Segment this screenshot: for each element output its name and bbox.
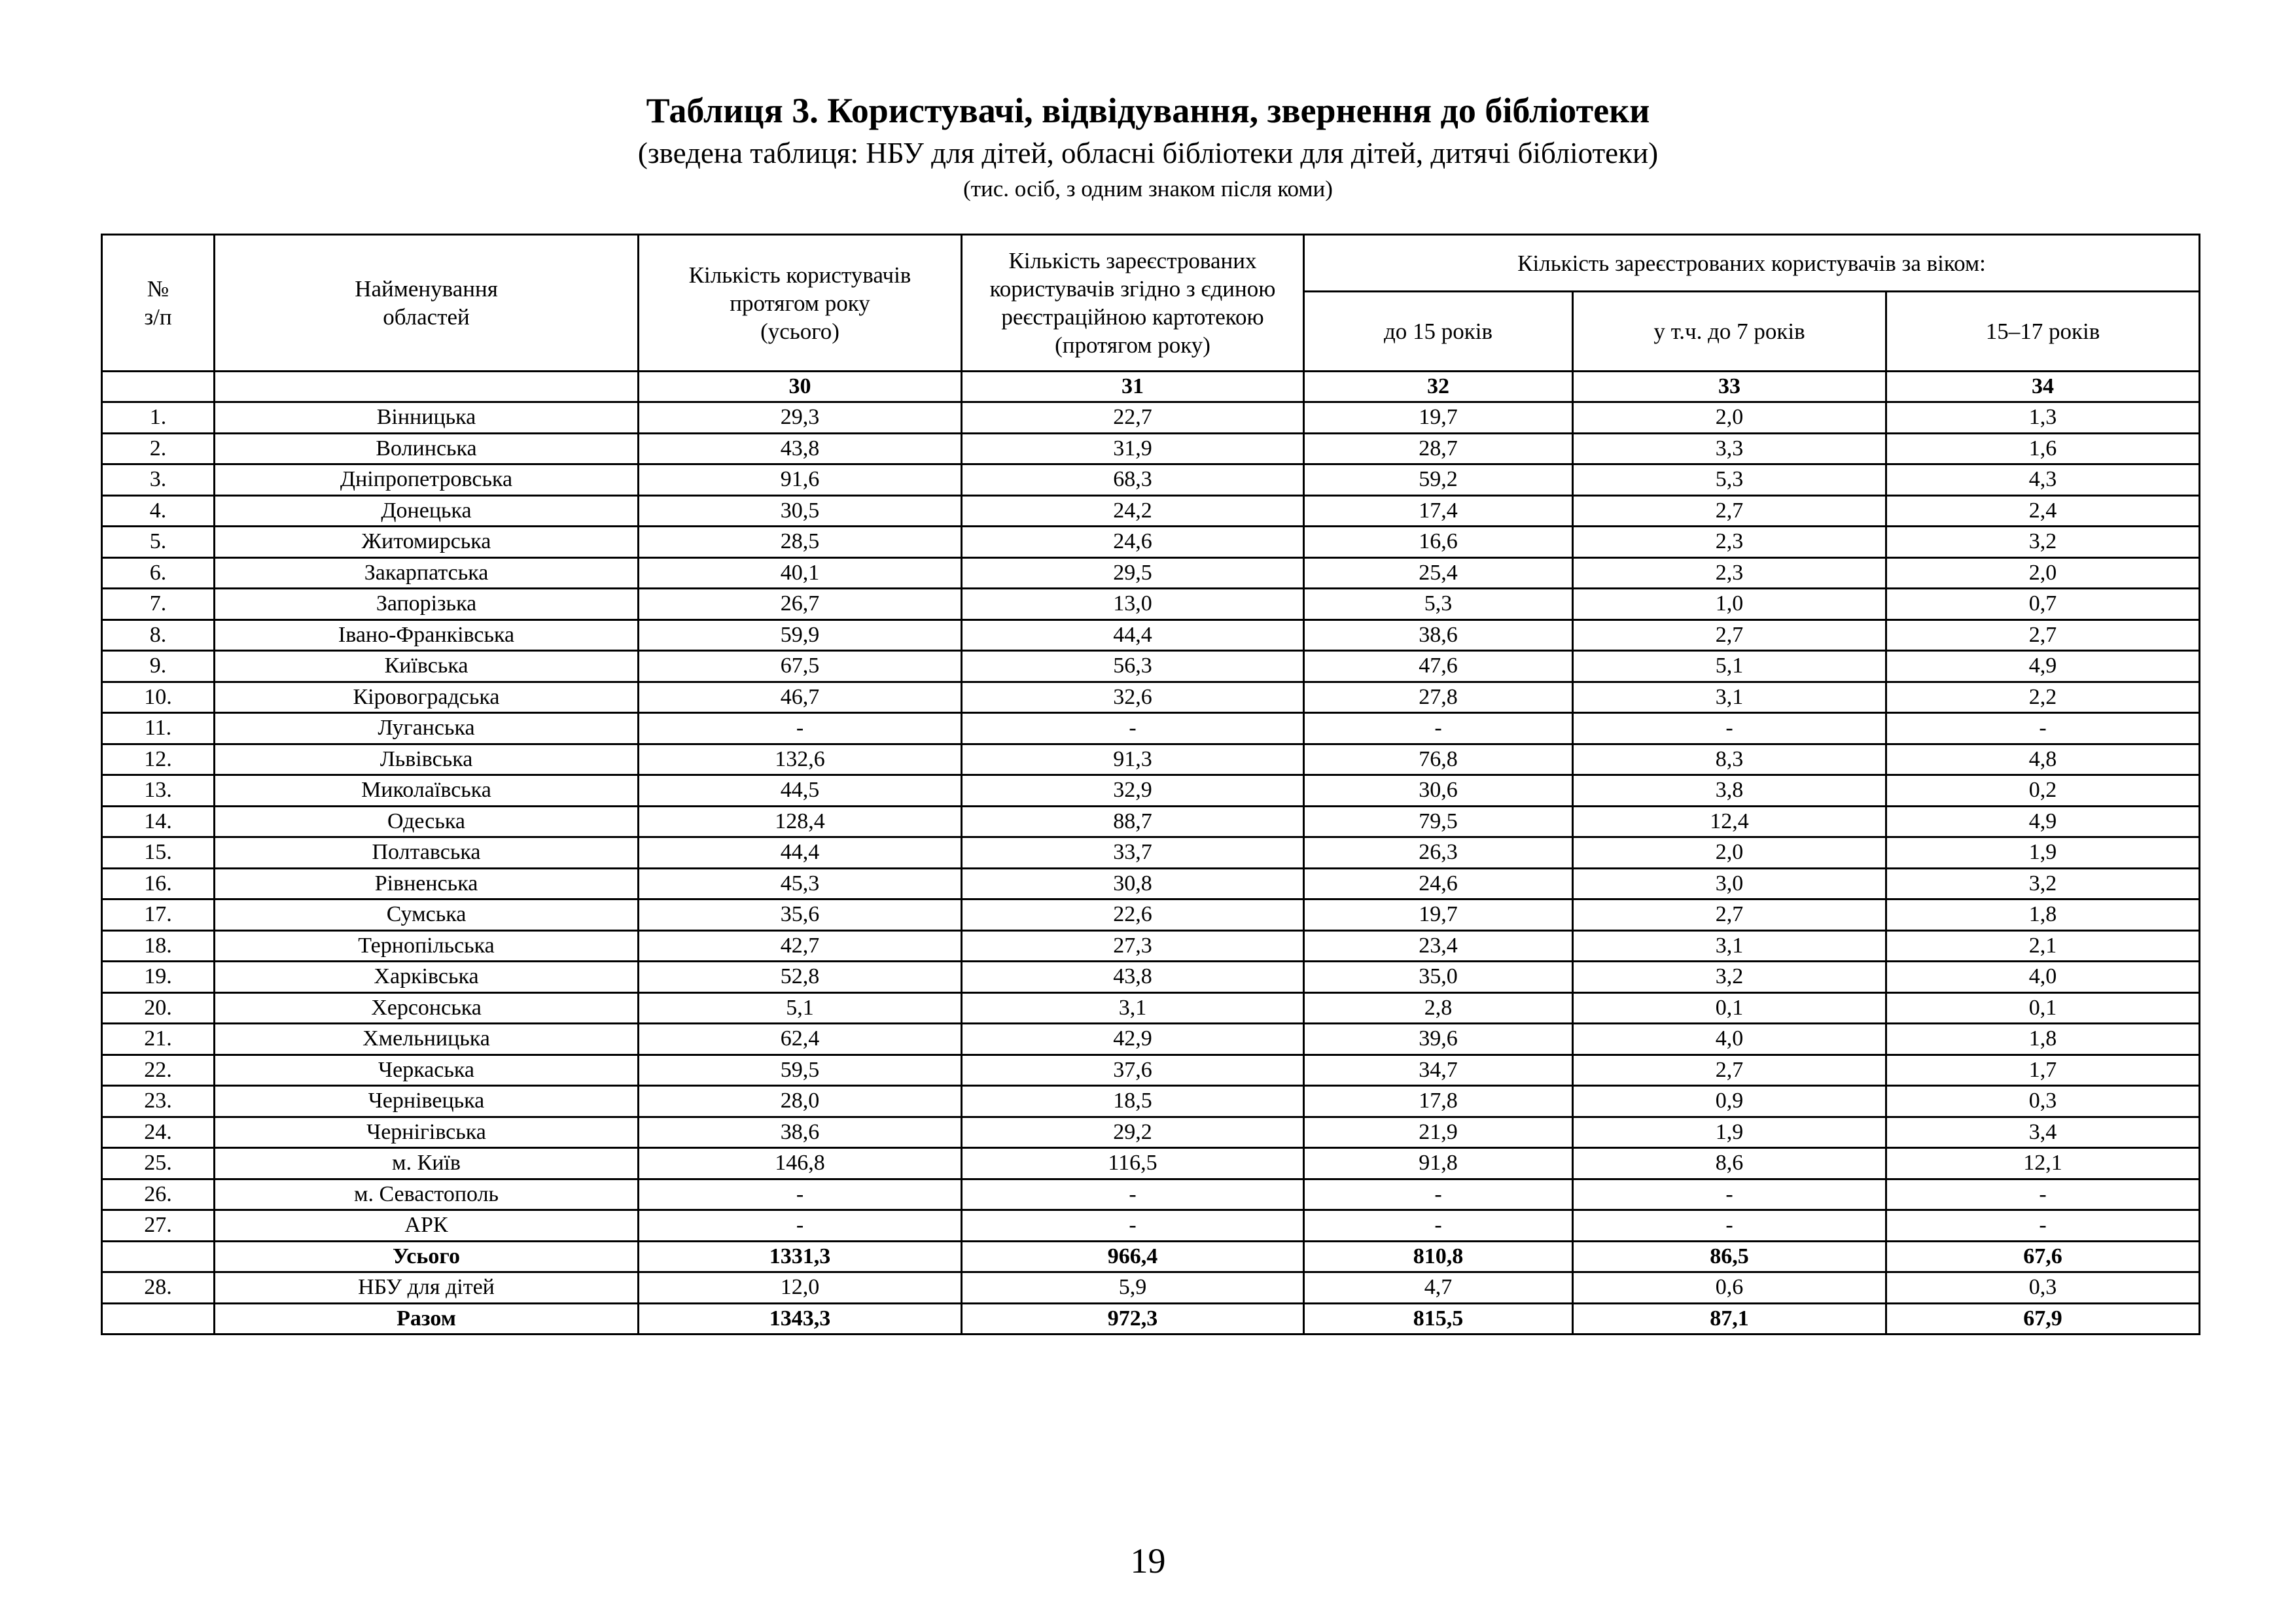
value-cell: - (1573, 1179, 1886, 1210)
value-cell: 40,1 (639, 557, 962, 589)
table-row (102, 402, 2200, 434)
region-name: Волинська (215, 433, 639, 464)
value-cell: 30,5 (639, 495, 962, 527)
value-cell: 2,7 (1573, 899, 1886, 931)
row-number: 16. (102, 868, 215, 899)
value-cell: 1343,3 (639, 1303, 962, 1335)
value-cell: 67,6 (1886, 1241, 2200, 1272)
value-cell: 76,8 (1304, 744, 1573, 775)
table-row (102, 806, 2200, 837)
column-numbers-row (102, 372, 2200, 402)
row-number (102, 1303, 215, 1335)
row-number: 12. (102, 744, 215, 775)
value-cell: 3,4 (1886, 1117, 2200, 1148)
value-cell: 4,3 (1886, 464, 2200, 496)
row-number: 25. (102, 1148, 215, 1179)
value-cell: 8,6 (1573, 1148, 1886, 1179)
value-cell: 3,1 (1573, 930, 1886, 962)
value-cell: - (1304, 713, 1573, 744)
value-cell: 27,3 (962, 930, 1304, 962)
region-name: Житомирська (215, 527, 639, 558)
value-cell: 2,3 (1573, 527, 1886, 558)
value-cell: 67,9 (1886, 1303, 2200, 1335)
region-name: Київська (215, 651, 639, 682)
value-cell: 43,8 (962, 962, 1304, 993)
value-cell: 33,7 (962, 837, 1304, 869)
page-number: 19 (1130, 1541, 1166, 1580)
table-row (102, 620, 2200, 651)
value-cell: 2,3 (1573, 557, 1886, 589)
row-number: 2. (102, 433, 215, 464)
value-cell: 966,4 (962, 1241, 1304, 1272)
region-name: АРК (215, 1210, 639, 1242)
region-name: Львівська (215, 744, 639, 775)
header-number (102, 235, 215, 372)
row-number: 21. (102, 1024, 215, 1055)
table-row (102, 713, 2200, 744)
value-cell: - (639, 713, 962, 744)
value-cell: 91,6 (639, 464, 962, 496)
row-number: 18. (102, 930, 215, 962)
value-cell: 88,7 (962, 806, 1304, 837)
value-cell: 59,9 (639, 620, 962, 651)
header-number-line2: з/п (144, 304, 172, 330)
value-cell: 4,9 (1886, 806, 2200, 837)
table-row (102, 433, 2200, 464)
row-number: 17. (102, 899, 215, 931)
table-row (102, 1210, 2200, 1242)
region-name: Донецька (215, 495, 639, 527)
region-name: Чернігівська (215, 1117, 639, 1148)
value-cell: 22,7 (962, 402, 1304, 434)
value-cell: 32,6 (962, 682, 1304, 713)
header-registered-line2: користувачів згідно з єдиною (989, 276, 1276, 302)
row-number: 20. (102, 992, 215, 1024)
value-cell: - (1886, 1179, 2200, 1210)
region-name: Усього (215, 1241, 639, 1272)
region-name: НБУ для дітей (215, 1272, 639, 1304)
value-cell: 972,3 (962, 1303, 1304, 1335)
value-cell: 0,2 (1886, 775, 2200, 807)
value-cell: 22,6 (962, 899, 1304, 931)
header-registered-users (962, 235, 1304, 372)
value-cell: 1,8 (1886, 899, 2200, 931)
value-cell: 28,5 (639, 527, 962, 558)
region-name: Луганська (215, 713, 639, 744)
value-cell: 12,4 (1573, 806, 1886, 837)
row-number: 8. (102, 620, 215, 651)
value-cell: 3,1 (1573, 682, 1886, 713)
value-cell: 59,2 (1304, 464, 1573, 496)
value-cell: 25,4 (1304, 557, 1573, 589)
region-name: Запорізька (215, 589, 639, 620)
value-cell: 19,7 (1304, 899, 1573, 931)
region-name: Закарпатська (215, 557, 639, 589)
value-cell: 21,9 (1304, 1117, 1573, 1148)
region-name: Миколаївська (215, 775, 639, 807)
row-number (102, 1241, 215, 1272)
value-cell: 0,1 (1886, 992, 2200, 1024)
header-under-15: до 15 років (1304, 292, 1573, 372)
table-row (102, 682, 2200, 713)
value-cell: 2,7 (1573, 495, 1886, 527)
value-cell: 46,7 (639, 682, 962, 713)
region-name: Черкаська (215, 1055, 639, 1086)
row-number: 10. (102, 682, 215, 713)
value-cell: 44,4 (639, 837, 962, 869)
header-users-line1: Кількість користувачів (688, 262, 911, 288)
value-cell: 86,5 (1573, 1241, 1886, 1272)
table-title: Таблиця 3. Користувачі, відвідування, звернення до бібліотеки (646, 91, 1650, 130)
value-cell: 19,7 (1304, 402, 1573, 434)
table-row (102, 651, 2200, 682)
table-row (102, 589, 2200, 620)
value-cell: 5,1 (639, 992, 962, 1024)
header-region-line1: Найменування (355, 276, 498, 302)
header-registered-line1: Кількість зареєстрованих (1008, 248, 1257, 273)
region-name: Хмельницька (215, 1024, 639, 1055)
value-cell: 3,0 (1573, 868, 1886, 899)
value-cell: - (962, 713, 1304, 744)
table-row (102, 744, 2200, 775)
value-cell: 31,9 (962, 433, 1304, 464)
table-subtitle: (зведена таблиця: НБУ для дітей, обласні бібліотеки для дітей, дитячі бібліотеки) (637, 137, 1659, 169)
value-cell: - (1304, 1210, 1573, 1242)
region-name: Сумська (215, 899, 639, 931)
table-row (102, 899, 2200, 931)
header-number-line1: № (147, 276, 169, 302)
value-cell: - (1573, 713, 1886, 744)
region-name: м. Севастополь (215, 1179, 639, 1210)
value-cell: 2,1 (1886, 930, 2200, 962)
row-number: 23. (102, 1086, 215, 1117)
value-cell: 2,4 (1886, 495, 2200, 527)
region-name: Тернопільська (215, 930, 639, 962)
value-cell: 59,5 (639, 1055, 962, 1086)
value-cell: 26,3 (1304, 837, 1573, 869)
value-cell: 68,3 (962, 464, 1304, 496)
value-cell: 8,3 (1573, 744, 1886, 775)
table-row (102, 837, 2200, 869)
value-cell: 1,3 (1886, 402, 2200, 434)
table-row (102, 1024, 2200, 1055)
row-number: 11. (102, 713, 215, 744)
row-number: 19. (102, 962, 215, 993)
value-cell: 0,3 (1886, 1086, 2200, 1117)
header-registered-line3: реєстраційною картотекою (1001, 304, 1264, 330)
value-cell: 4,9 (1886, 651, 2200, 682)
value-cell: 91,3 (962, 744, 1304, 775)
row-number: 6. (102, 557, 215, 589)
value-cell: 29,2 (962, 1117, 1304, 1148)
value-cell: 146,8 (639, 1148, 962, 1179)
value-cell: 29,3 (639, 402, 962, 434)
value-cell: 39,6 (1304, 1024, 1573, 1055)
row-number: 13. (102, 775, 215, 807)
value-cell: 3,3 (1573, 433, 1886, 464)
value-cell: 1,6 (1886, 433, 2200, 464)
value-cell: 4,7 (1304, 1272, 1573, 1304)
table-row (102, 868, 2200, 899)
row-number: 26. (102, 1179, 215, 1210)
row-number: 15. (102, 837, 215, 869)
region-name: Рівненська (215, 868, 639, 899)
value-cell: 2,2 (1886, 682, 2200, 713)
value-cell: 42,7 (639, 930, 962, 962)
value-cell: 23,4 (1304, 930, 1573, 962)
value-cell: 38,6 (639, 1117, 962, 1148)
value-cell: 91,8 (1304, 1148, 1573, 1179)
value-cell: 27,8 (1304, 682, 1573, 713)
value-cell: 32,9 (962, 775, 1304, 807)
value-cell: 128,4 (639, 806, 962, 837)
header-region-name (215, 235, 639, 372)
row-number: 28. (102, 1272, 215, 1304)
column-number: 31 (962, 372, 1304, 402)
region-name: Івано-Франківська (215, 620, 639, 651)
value-cell: 35,0 (1304, 962, 1573, 993)
value-cell: 0,7 (1886, 589, 2200, 620)
value-cell: 62,4 (639, 1024, 962, 1055)
value-cell: 17,4 (1304, 495, 1573, 527)
value-cell: 52,8 (639, 962, 962, 993)
row-number: 22. (102, 1055, 215, 1086)
value-cell: 2,7 (1573, 620, 1886, 651)
value-cell: 0,9 (1573, 1086, 1886, 1117)
row-number: 3. (102, 464, 215, 496)
value-cell: 3,1 (962, 992, 1304, 1024)
value-cell: 2,0 (1886, 557, 2200, 589)
value-cell: 5,3 (1304, 589, 1573, 620)
value-cell: - (639, 1179, 962, 1210)
column-number: 34 (1886, 372, 2200, 402)
value-cell: 815,5 (1304, 1303, 1573, 1335)
value-cell: 42,9 (962, 1024, 1304, 1055)
value-cell: 67,5 (639, 651, 962, 682)
region-name: Одеська (215, 806, 639, 837)
table-row (102, 1117, 2200, 1148)
table-row (102, 930, 2200, 962)
library-users-table (101, 234, 2200, 1335)
table-row (102, 1086, 2200, 1117)
column-number: 30 (639, 372, 962, 402)
value-cell: 38,6 (1304, 620, 1573, 651)
value-cell: 2,0 (1573, 837, 1886, 869)
value-cell: 1,7 (1886, 1055, 2200, 1086)
value-cell: 26,7 (639, 589, 962, 620)
value-cell: 2,7 (1573, 1055, 1886, 1086)
value-cell: 1,0 (1573, 589, 1886, 620)
header-registered-line4: (протягом року) (1055, 332, 1210, 358)
value-cell: 2,0 (1573, 402, 1886, 434)
header-under-7: у т.ч. до 7 років (1573, 292, 1886, 372)
value-cell: 3,8 (1573, 775, 1886, 807)
value-cell: - (1304, 1179, 1573, 1210)
table-row (102, 992, 2200, 1024)
region-name: Разом (215, 1303, 639, 1335)
region-name: Чернівецька (215, 1086, 639, 1117)
table-row (102, 557, 2200, 589)
value-cell: 28,0 (639, 1086, 962, 1117)
value-cell: 17,8 (1304, 1086, 1573, 1117)
column-number: 32 (1304, 372, 1573, 402)
value-cell: 35,6 (639, 899, 962, 931)
value-cell: 34,7 (1304, 1055, 1573, 1086)
value-cell: 24,6 (1304, 868, 1573, 899)
value-cell: 0,6 (1573, 1272, 1886, 1304)
header-users-line3: (усього) (760, 318, 839, 344)
value-cell: 56,3 (962, 651, 1304, 682)
value-cell: 30,8 (962, 868, 1304, 899)
table-units-note: (тис. осіб, з одним знаком після коми) (963, 176, 1333, 201)
header-region-line2: областей (383, 304, 470, 330)
table-row (102, 527, 2200, 558)
region-name: Харківська (215, 962, 639, 993)
value-cell: 29,5 (962, 557, 1304, 589)
value-cell: 4,8 (1886, 744, 2200, 775)
value-cell: 2,7 (1886, 620, 2200, 651)
value-cell: 28,7 (1304, 433, 1573, 464)
region-name: м. Київ (215, 1148, 639, 1179)
value-cell: 4,0 (1886, 962, 2200, 993)
value-cell: 24,2 (962, 495, 1304, 527)
value-cell: 5,3 (1573, 464, 1886, 496)
value-cell: 16,6 (1304, 527, 1573, 558)
table-row (102, 1179, 2200, 1210)
row-number: 7. (102, 589, 215, 620)
value-cell: 2,8 (1304, 992, 1573, 1024)
value-cell: 1,9 (1573, 1117, 1886, 1148)
value-cell: 30,6 (1304, 775, 1573, 807)
value-cell: 5,9 (962, 1272, 1304, 1304)
value-cell: 44,5 (639, 775, 962, 807)
table-row (102, 464, 2200, 496)
value-cell: 1,9 (1886, 837, 2200, 869)
value-cell: - (962, 1179, 1304, 1210)
value-cell: 13,0 (962, 589, 1304, 620)
table-row (102, 1148, 2200, 1179)
value-cell: 3,2 (1573, 962, 1886, 993)
value-cell: 5,1 (1573, 651, 1886, 682)
table-row (102, 1272, 2200, 1304)
value-cell: 0,1 (1573, 992, 1886, 1024)
row-number: 14. (102, 806, 215, 837)
row-number: 5. (102, 527, 215, 558)
region-name: Херсонська (215, 992, 639, 1024)
value-cell: 12,0 (639, 1272, 962, 1304)
value-cell: 3,2 (1886, 527, 2200, 558)
table-row (102, 775, 2200, 807)
table-row (102, 1055, 2200, 1086)
header-users-line2: протягом року (730, 290, 870, 316)
row-number: 24. (102, 1117, 215, 1148)
value-cell: 43,8 (639, 433, 962, 464)
value-cell: 45,3 (639, 868, 962, 899)
table-row (102, 962, 2200, 993)
value-cell: 810,8 (1304, 1241, 1573, 1272)
region-name: Вінницька (215, 402, 639, 434)
value-cell: 79,5 (1304, 806, 1573, 837)
value-cell: 24,6 (962, 527, 1304, 558)
value-cell: - (1886, 713, 2200, 744)
value-cell: - (1573, 1210, 1886, 1242)
header-age-15-17: 15–17 років (1886, 292, 2200, 372)
value-cell: 44,4 (962, 620, 1304, 651)
row-number: 9. (102, 651, 215, 682)
region-name: Дніпропетровська (215, 464, 639, 496)
value-cell: 4,0 (1573, 1024, 1886, 1055)
table-total-row (102, 1303, 2200, 1335)
header-users-total (639, 235, 962, 372)
value-cell: 37,6 (962, 1055, 1304, 1086)
value-cell: 47,6 (1304, 651, 1573, 682)
value-cell: - (1886, 1210, 2200, 1242)
value-cell: 1331,3 (639, 1241, 962, 1272)
column-number: 33 (1573, 372, 1886, 402)
value-cell: - (962, 1210, 1304, 1242)
region-name: Кіровоградська (215, 682, 639, 713)
row-number: 1. (102, 402, 215, 434)
row-number: 4. (102, 495, 215, 527)
header-by-age: Кількість зареєстрованих користувачів за віком: (1304, 235, 2200, 292)
row-number: 27. (102, 1210, 215, 1242)
region-name: Полтавська (215, 837, 639, 869)
value-cell: 18,5 (962, 1086, 1304, 1117)
value-cell: 0,3 (1886, 1272, 2200, 1304)
value-cell: - (639, 1210, 962, 1242)
value-cell: 132,6 (639, 744, 962, 775)
value-cell: 1,8 (1886, 1024, 2200, 1055)
value-cell: 87,1 (1573, 1303, 1886, 1335)
value-cell: 116,5 (962, 1148, 1304, 1179)
table-row (102, 495, 2200, 527)
value-cell: 12,1 (1886, 1148, 2200, 1179)
value-cell: 3,2 (1886, 868, 2200, 899)
table-total-row (102, 1241, 2200, 1272)
